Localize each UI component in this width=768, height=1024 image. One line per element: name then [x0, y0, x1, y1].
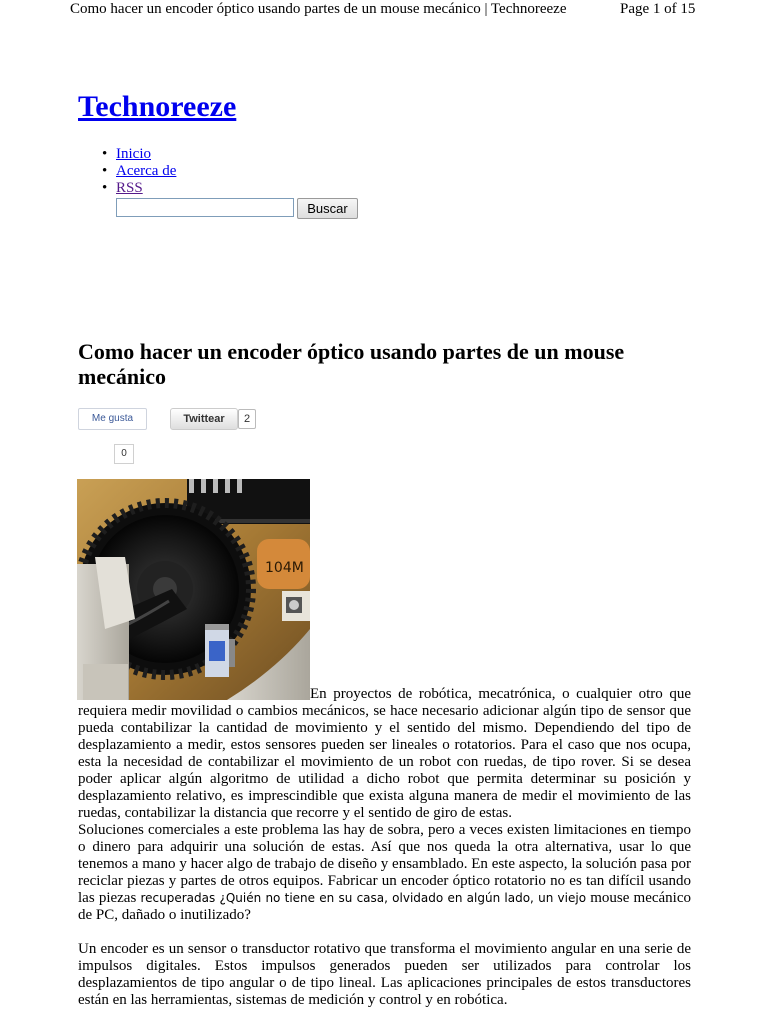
tweet-button[interactable]: Twittear	[170, 408, 238, 430]
paragraph-gap	[78, 924, 691, 941]
nav-item-inicio	[100, 146, 176, 163]
article-photo	[77, 479, 310, 700]
article-paragraph-2-end: mouse mecánico de PC, dañado o inutilizado?	[78, 890, 691, 923]
site-title	[78, 88, 236, 126]
site-title-link[interactable]: Technoreeze	[78, 90, 237, 123]
article-paragraph-1: En proyectos de robótica, mecatrónica, o cualquier otro que requiera medir movilidad o cambios mecánicos, se hace necesario adicionar algún tipo de sensor que pueda contabilizar la cantidad de movimiento y el sentido del mismo. Dependiendo del tipo de desplazamiento a medir, estos sensores pueden ser lineales o rotatorios. Para el caso que nos ocupa, esta la necesidad de contabilizar el movimiento de un robot con ruedas, de tipo rover. Si se desea poder aplicar algún algoritmo de utilidad a dicho robot que permita determinar su posición y desplazamiento relativo, es imprescindible que exista alguna manera de medir el movimiento de las ruedas, contabilizar la distancia que recorre y el sentido de giro de estas.	[78, 686, 691, 821]
facebook-like-button[interactable]: Me gusta	[78, 408, 147, 430]
tweet-count: 2	[238, 409, 256, 429]
nav-link-inicio[interactable]: Inicio	[116, 146, 151, 162]
search-input[interactable]	[116, 198, 294, 217]
capacitor-label: 104M	[265, 560, 304, 576]
article-paragraph-2-text: Soluciones comerciales a este problema las hay de sobra, pero a veces existen limitaciones en tiempo o dinero para adquirir una solución de estas. Así que nos queda la otra alternativa, usar lo que tenemos a mano y hacer algo de trabajo de diseño y ensamblado. En este aspecto, la solución pasa por reciclar piezas y partes de otros equipos. Fabricar un encoder óptico rotatorio no es tan difícil usando las piezas	[78, 822, 691, 906]
nav-link-rss[interactable]: RSS	[116, 180, 143, 196]
nav-item-acerca-de	[100, 163, 176, 180]
like-count: 0	[114, 444, 134, 464]
article-paragraph-2-quote: recuperadas ¿Quién no tiene en su casa, olvidado en algún lado, un viejo	[140, 891, 587, 905]
main-nav	[100, 146, 176, 197]
nav-item-rss	[100, 180, 176, 197]
post-title: Como hacer un encoder óptico usando partes de un mouse mecánico	[78, 339, 625, 389]
print-header-title: Como hacer un encoder óptico usando partes de un mouse mecánico | Technoreeze	[70, 1, 567, 17]
page-number: Page 1 of 15	[620, 1, 696, 17]
print-header	[0, 0, 768, 22]
article-paragraph-3: Un encoder es un sensor o transductor rotativo que transforma el movimiento angular en una serie de impulsos digitales. Estos impulsos generados pueden ser utilizados para controlar los desplazamientos de tipo angular o de tipo lineal. Las aplicaciones principales de estos transductores están en las herramientas, sistemas de medición y control y en robótica.	[78, 941, 691, 1008]
search-button[interactable]: Buscar	[297, 198, 358, 219]
encoder-wheel-photo	[77, 479, 310, 700]
article-paragraph-2	[78, 822, 691, 924]
nav-link-acerca-de[interactable]: Acerca de	[116, 163, 177, 179]
article-body	[78, 686, 691, 1009]
